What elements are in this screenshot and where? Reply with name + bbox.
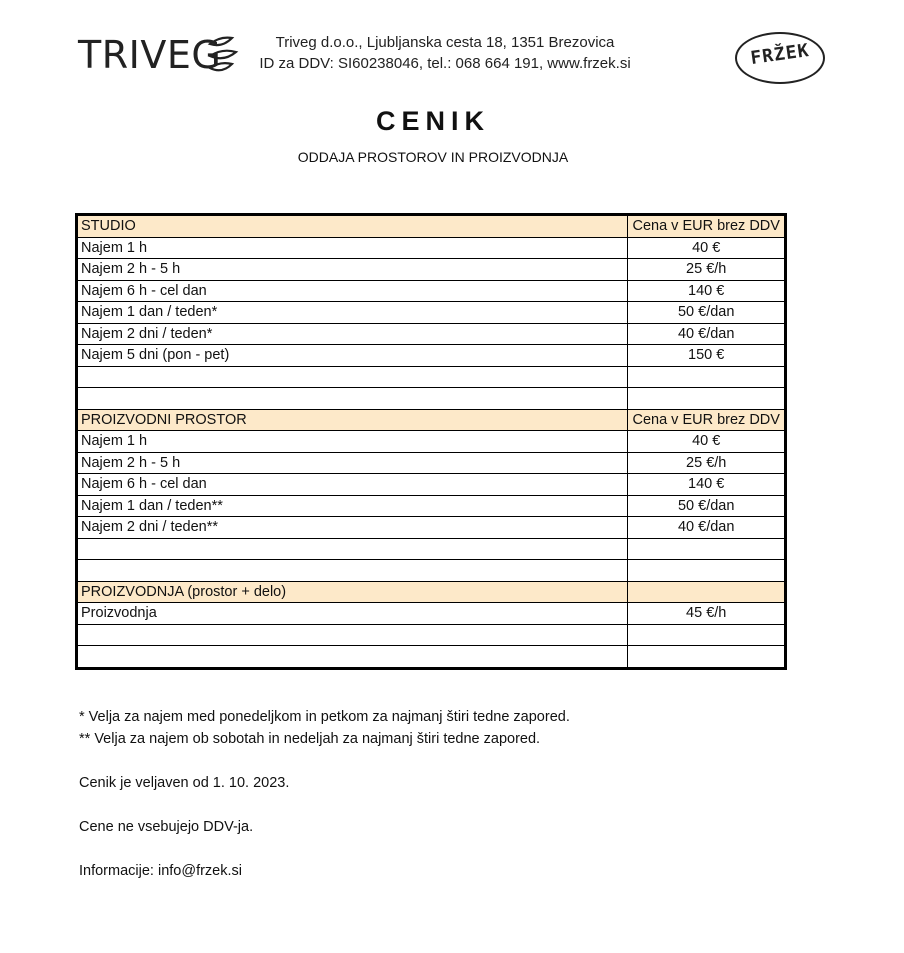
row-label <box>77 560 628 582</box>
table-row <box>77 280 786 302</box>
row-label: Najem 2 dni / teden** <box>77 517 628 539</box>
page-subtitle: ODDAJA PROSTOROV IN PROIZVODNJA <box>297 149 569 165</box>
leaf-icon <box>206 34 240 74</box>
row-label: Najem 1 h <box>77 237 628 259</box>
section-header-row <box>77 215 786 238</box>
page-title: CENIK <box>375 106 490 136</box>
row-label <box>77 624 628 646</box>
row-label: Najem 2 dni / teden* <box>77 323 628 345</box>
row-price: 25 €/h <box>628 452 786 474</box>
footnote-weekday: * Velja za najem med ponedeljkom in petkom za najmanj štiri tedne zapored. <box>79 709 570 725</box>
table-row <box>77 302 786 324</box>
row-price: 140 € <box>628 474 786 496</box>
row-price <box>628 366 786 388</box>
triveg-logo-text: TRIVEG <box>78 33 222 77</box>
row-label: Proizvodnja <box>77 603 628 625</box>
row-price: 40 €/dan <box>628 517 786 539</box>
row-label <box>77 388 628 410</box>
row-label: Najem 6 h - cel dan <box>77 474 628 496</box>
row-price: 50 €/dan <box>628 495 786 517</box>
section-heading: PROIZVODNJA (prostor + delo) <box>77 581 628 603</box>
section-heading: STUDIO <box>77 215 628 238</box>
row-label: Najem 2 h - 5 h <box>77 452 628 474</box>
row-label: Najem 6 h - cel dan <box>77 280 628 302</box>
price-column-heading: Cena v EUR brez DDV <box>628 215 786 238</box>
row-price: 50 €/dan <box>628 302 786 324</box>
row-label <box>77 646 628 669</box>
section-header-row <box>77 581 786 603</box>
row-price: 150 € <box>628 345 786 367</box>
price-table <box>75 213 787 670</box>
table-row <box>77 624 786 646</box>
section-header-row <box>77 409 786 431</box>
row-label: Najem 2 h - 5 h <box>77 259 628 281</box>
info-note: Informacije: info@frzek.si <box>79 863 242 879</box>
row-label <box>77 366 628 388</box>
table-row <box>77 323 786 345</box>
table-row <box>77 259 786 281</box>
table-row <box>77 495 786 517</box>
row-price: 40 € <box>628 431 786 453</box>
row-price <box>628 646 786 669</box>
frzek-logo-text: FRŽEK <box>749 39 811 70</box>
row-label: Najem 5 dni (pon - pet) <box>77 345 628 367</box>
row-label: Najem 1 dan / teden* <box>77 302 628 324</box>
price-column-heading <box>628 581 786 603</box>
table-row <box>77 474 786 496</box>
company-contact: ID za DDV: SI60238046, tel.: 068 664 191, www.frzek.si <box>259 55 631 72</box>
table-row <box>77 237 786 259</box>
row-label <box>77 538 628 560</box>
price-column-heading: Cena v EUR brez DDV <box>628 409 786 431</box>
row-price: 40 €/dan <box>628 323 786 345</box>
table-row <box>77 452 786 474</box>
table-row <box>77 366 786 388</box>
table-row <box>77 345 786 367</box>
table-row <box>77 431 786 453</box>
table-row <box>77 388 786 410</box>
row-price <box>628 560 786 582</box>
table-row <box>77 560 786 582</box>
section-heading: PROIZVODNI PROSTOR <box>77 409 628 431</box>
notes <box>79 706 570 882</box>
row-label: Najem 1 h <box>77 431 628 453</box>
table-row <box>77 646 786 669</box>
row-label: Najem 1 dan / teden** <box>77 495 628 517</box>
triveg-logo <box>78 30 240 80</box>
table-row <box>77 517 786 539</box>
row-price: 40 € <box>628 237 786 259</box>
row-price: 25 €/h <box>628 259 786 281</box>
row-price <box>628 624 786 646</box>
table-row <box>77 603 786 625</box>
table-row <box>77 538 786 560</box>
row-price <box>628 388 786 410</box>
frzek-logo <box>735 32 830 88</box>
validity-note: Cenik je veljaven od 1. 10. 2023. <box>79 775 290 791</box>
row-price: 140 € <box>628 280 786 302</box>
footnote-weekend: ** Velja za najem ob sobotah in nedeljah za najmanj štiri tedne zapored. <box>79 731 541 747</box>
company-address: Triveg d.o.o., Ljubljanska cesta 18, 1351 Brezovica <box>275 34 615 51</box>
row-price <box>628 538 786 560</box>
vat-note: Cene ne vsebujejo DDV-ja. <box>79 819 254 835</box>
company-info <box>240 32 650 74</box>
row-price: 45 €/h <box>628 603 786 625</box>
